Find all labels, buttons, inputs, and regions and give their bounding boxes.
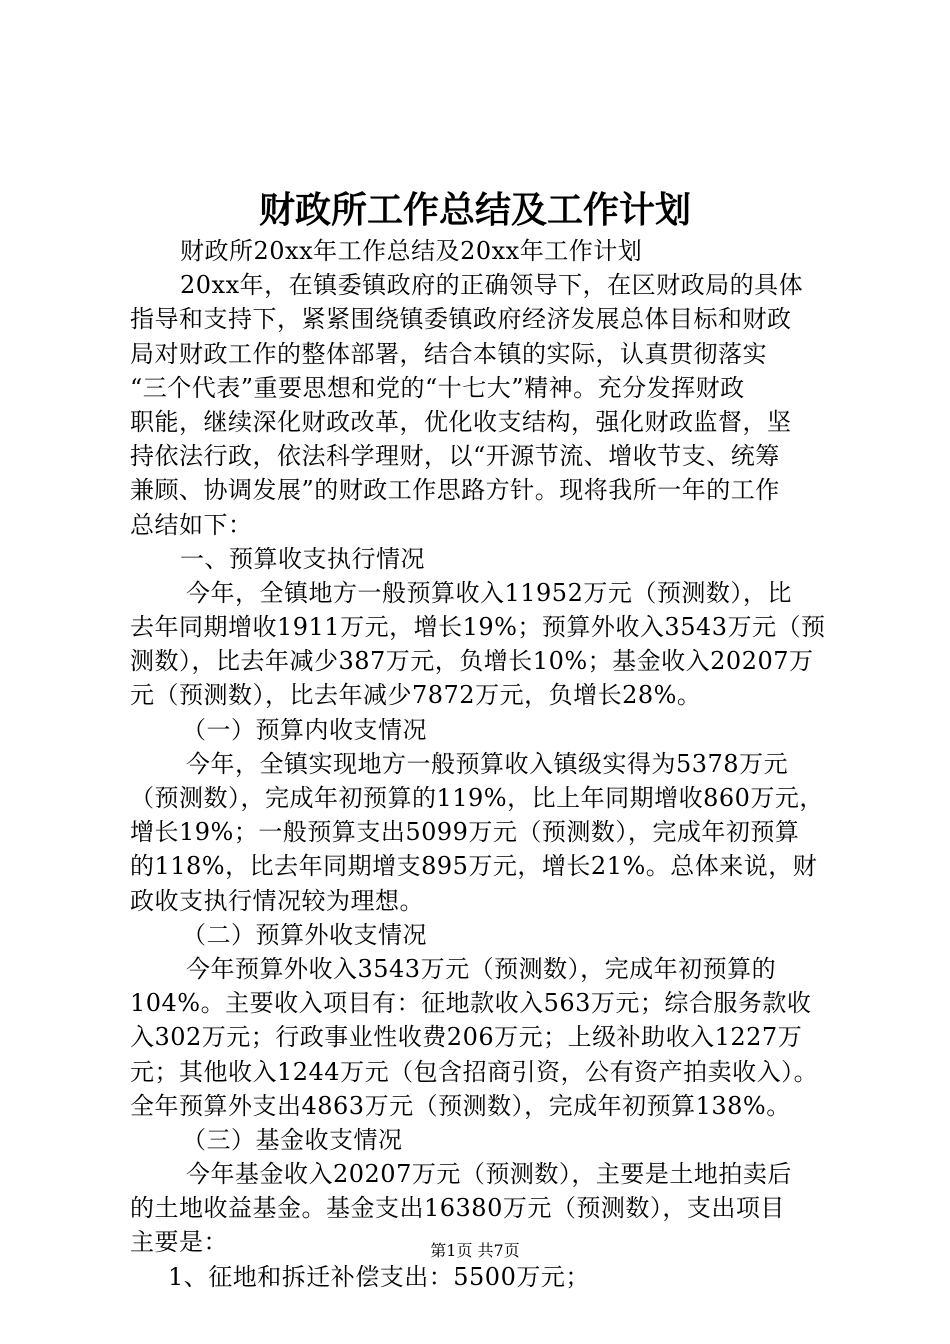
body-line: 元；其他收入1244万元（包含招商引资，公有资产拍卖收入）。 [130,1057,819,1086]
body-line: 今年基金收入20207万元（预测数），主要是土地拍卖后 [186,1160,792,1189]
body-line: 测数），比去年减少387万元，负增长10%；基金收入20207万 [130,647,814,676]
body-line: 元（预测数），比去年减少7872万元，负增长28%。 [130,681,702,710]
body-line: 104%。主要收入项目有：征地款收入563万元；综合服务款收 [130,989,812,1018]
body-line: 全年预算外支出4863万元（预测数），完成年初预算138%。 [130,1091,791,1120]
body-line: （预测数），完成年初预算的119%，比上年同期增收860万元， [130,784,824,812]
body-line: 20xx年，在镇委镇政府的正确领导下，在区财政局的具体 [180,271,804,300]
body-line: 兼顾、协调发展”的财政工作思路方针。现将我所一年的工作 [130,476,780,505]
body-line: 政收支执行情况较为理想。 [130,886,424,915]
body-line: 职能，继续深化财政改革，优化收支结构，强化财政监督，坚 [130,407,792,436]
body-line: 一、预算收支执行情况 [180,544,425,573]
body-line: 的土地收益基金。基金支出16380万元（预测数），支出项目 [130,1194,785,1223]
body-line: 总结如下： [130,510,253,539]
body-line: 今年，全镇地方一般预算收入11952万元（预测数），比 [186,578,792,607]
body-line: 财政所20xx年工作总结及20xx年工作计划 [180,237,643,265]
body-line: 指导和支持下，紧紧围绕镇委镇政府经济发展总体目标和财政 [130,305,792,334]
body-line: 今年预算外收入3543万元（预测数），完成年初预算的 [186,954,777,983]
body-line: （一）预算内收支情况 [182,715,427,744]
body-line: 主要是： [130,1228,228,1257]
body-line: （二）预算外收支情况 [182,920,427,949]
document-title: 财政所工作总结及工作计划 [258,189,691,231]
body-line: 局对财政工作的整体部署，结合本镇的实际，认真贯彻落实 [130,339,767,368]
body-line: 去年同期增收1911万元，增长19%；预算外收入3543万元（预 [130,613,826,642]
body-line: “三个代表”重要思想和党的“十七大”精神。充分发挥财政 [130,373,745,402]
page-footer: 第1页 共7页 [430,1241,520,1260]
body-line: 1、征地和拆迁补偿支出：5500万元； [168,1262,590,1291]
body-line: 今年，全镇实现地方一般预算收入镇级实得为5378万元 [186,749,789,778]
body-line: 增长19%；一般预算支出5099万元（预测数），完成年初预算 [130,818,800,847]
body-line: 的118%，比去年同期增支895万元，增长21%。总体来说，财 [130,852,818,881]
body-line: （三）基金收支情况 [182,1125,403,1154]
body-line: 入302万元；行政事业性收费206万元；上级补助收入1227万 [130,1023,803,1052]
document-body [130,234,836,1294]
body-line: 持依法行政，依法科学理财，以“开源节流、增收节支、统筹 [130,442,780,471]
